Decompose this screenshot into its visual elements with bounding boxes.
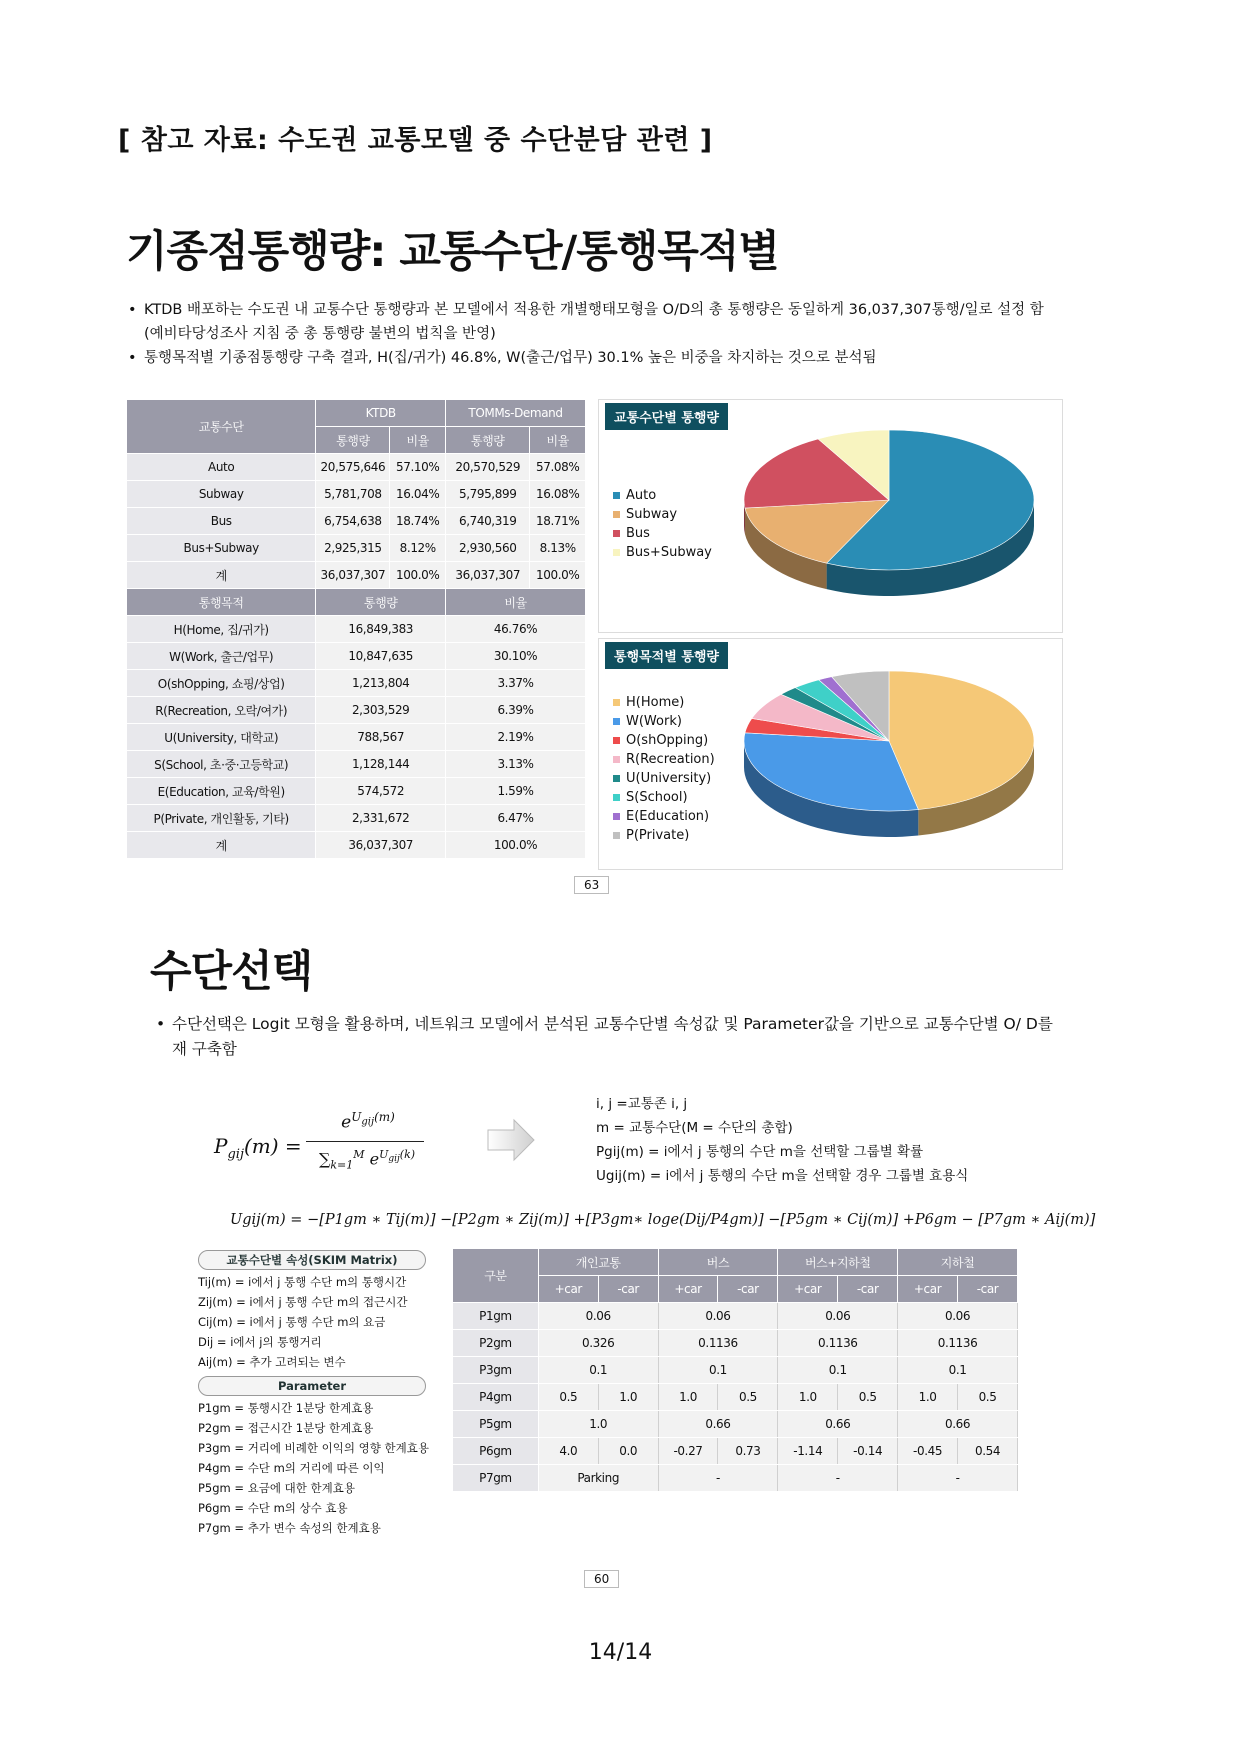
cell: 0.1 [898, 1357, 1018, 1384]
legend-label: Bus [626, 526, 650, 541]
skim-item: Cij(m) = i에서 j 통행 수단 m의 요금 [198, 1315, 386, 1329]
cell: 0.54 [958, 1438, 1018, 1465]
cell: 1,213,804 [316, 670, 446, 697]
reference-title: [ 참고 자료: 수도권 교통모델 중 수단분담 관련 ] [118, 125, 713, 156]
row-label: 계 [127, 562, 316, 589]
row-label: H(Home, 집/귀가) [127, 616, 316, 643]
mode-pie-chart [719, 420, 1059, 620]
legend-label: O(shOpping) [626, 733, 709, 748]
cell: 46.76% [446, 616, 586, 643]
row-label: Bus+Subway [127, 535, 316, 562]
cell: 0.326 [538, 1330, 658, 1357]
table-row [127, 670, 586, 697]
mode-chart-panel [598, 399, 1063, 633]
cell: 0.06 [538, 1303, 658, 1330]
cell: -0.45 [898, 1438, 958, 1465]
row-label: S(School, 초·중·고등학교) [127, 751, 316, 778]
legend-swatch [613, 832, 620, 839]
mode-chart-legend [613, 486, 712, 562]
cell: 1.0 [538, 1411, 658, 1438]
legend-swatch [613, 775, 620, 782]
legend-item [613, 524, 712, 543]
cell: 16.08% [530, 481, 586, 508]
legend-item [613, 807, 715, 826]
row-label: Bus [127, 508, 316, 535]
cell: 4.0 [538, 1438, 598, 1465]
legend-label: Subway [626, 507, 678, 522]
cell: 100.0% [446, 832, 586, 859]
cell: 788,567 [316, 724, 446, 751]
row-label: P7gm [453, 1465, 539, 1492]
header-div: 구분 [453, 1249, 539, 1303]
definition-item: Ugij(m) = i에서 j 통행의 수단 m을 선택할 경우 그룹별 효용식 [596, 1168, 969, 1184]
cell: 6,740,319 [446, 508, 530, 535]
cell: 30.10% [446, 643, 586, 670]
header-purpose: 통행목적 [127, 589, 316, 616]
cell: 18.71% [530, 508, 586, 535]
legend-item [613, 543, 712, 562]
legend-swatch [613, 756, 620, 763]
cell: 0.06 [778, 1303, 898, 1330]
cell: 3.13% [446, 751, 586, 778]
param-item: P5gm = 요금에 대한 한계효용 [198, 1481, 355, 1495]
cell: 2,331,672 [316, 805, 446, 832]
cell: 36,037,307 [316, 562, 390, 589]
legend-swatch [613, 530, 620, 537]
header-sub: -car [598, 1276, 658, 1303]
cell: 8.13% [530, 535, 586, 562]
section1-bullets [128, 298, 1068, 370]
cell: -0.14 [838, 1438, 898, 1465]
param-item: P4gm = 수단 m의 거리에 따른 이익 [198, 1461, 385, 1475]
bullet-item: • KTDB 배포하는 수도권 내 교통수단 통행량과 본 모델에서 적용한 개별행태모형을 O/D의 총 통행량은 동일하게 36,037,307통행/일로 설정 함 (예비타당성조사 지침 중 총 통행량 불변의 법칙을 반영) [128, 298, 1068, 346]
table-row [127, 643, 586, 670]
table-row [127, 508, 586, 535]
table-row [453, 1384, 1018, 1411]
row-label: P4gm [453, 1384, 539, 1411]
cell: 6,754,638 [316, 508, 390, 535]
purpose-chart-legend [613, 693, 715, 845]
table-row [127, 697, 586, 724]
param-item: P3gm = 거리에 비례한 이익의 영향 한계효용 [198, 1441, 429, 1455]
header-trips: 통행량 [316, 427, 390, 454]
cell: 0.06 [898, 1303, 1018, 1330]
skim-list [198, 1272, 407, 1372]
purpose-chart-title: 통행목적별 통행량 [605, 642, 728, 669]
legend-label: S(School) [626, 790, 688, 805]
table-row [453, 1465, 1018, 1492]
mode-chart-title: 교통수단별 통행량 [605, 403, 728, 430]
header-mode: 지하철 [898, 1249, 1018, 1276]
row-label: E(Education, 교육/학원) [127, 778, 316, 805]
legend-swatch [613, 718, 620, 725]
legend-item [613, 788, 715, 807]
row-label: P2gm [453, 1330, 539, 1357]
param-item: P2gm = 접근시간 1분당 한계효용 [198, 1421, 374, 1435]
bullet-item: • 통행목적별 기종점통행량 구축 결과, H(집/귀가) 46.8%, W(출근/업무) 30.1% 높은 비중을 차지하는 것으로 분석됨 [128, 346, 1068, 370]
section2-bullets [156, 1012, 1056, 1062]
header-sub: +car [898, 1276, 958, 1303]
header-sub: -car [838, 1276, 898, 1303]
header-trips: 통행량 [446, 427, 530, 454]
definition-item: m = 교통수단(M = 수단의 총합) [596, 1120, 793, 1136]
logit-denominator: $\sum_{k=1}^M$ $e^{U_{gij}(k)}$ [318, 1148, 416, 1172]
cell: 0.1 [658, 1357, 778, 1384]
cell: 5,795,899 [446, 481, 530, 508]
skim-item: Dij = i에서 j의 통행거리 [198, 1335, 322, 1349]
table-row [127, 751, 586, 778]
table-row [127, 805, 586, 832]
cell: 1.0 [778, 1384, 838, 1411]
cell: 1.0 [898, 1384, 958, 1411]
param-item: P6gm = 수단 m의 상수 효용 [198, 1501, 348, 1515]
cell: 0.1 [538, 1357, 658, 1384]
cell: 16,849,383 [316, 616, 446, 643]
row-label: P6gm [453, 1438, 539, 1465]
legend-label: W(Work) [626, 714, 682, 729]
cell: 100.0% [530, 562, 586, 589]
arrow-right-icon [486, 1118, 536, 1162]
header-ratio: 비율 [530, 427, 586, 454]
cell: 20,570,529 [446, 454, 530, 481]
parameter-list [198, 1398, 429, 1538]
legend-item [613, 731, 715, 750]
legend-label: Auto [626, 488, 657, 503]
bullet-item: • 수단선택은 Logit 모형을 활용하며, 네트워크 모델에서 분석된 교통수단별 속성값 및 Parameter값을 기반으로 교통수단별 O/ D를 재 구축함 [156, 1012, 1056, 1062]
logit-formula-lhs: $P_{gij}(m)$ = [214, 1134, 302, 1162]
cell: 1.0 [658, 1384, 718, 1411]
row-label: 계 [127, 832, 316, 859]
row-label: P5gm [453, 1411, 539, 1438]
header-mode: 버스 [658, 1249, 778, 1276]
cell: 0.06 [658, 1303, 778, 1330]
table-row [127, 562, 586, 589]
legend-label: E(Education) [626, 809, 710, 824]
cell: 10,847,635 [316, 643, 446, 670]
table-row [127, 481, 586, 508]
legend-swatch [613, 549, 620, 556]
legend-item [613, 712, 715, 731]
section2-title: 수단선택 [150, 947, 313, 997]
parameter-title: Parameter [198, 1376, 426, 1396]
param-item: P7gm = 추가 변수 속성의 한계효용 [198, 1521, 381, 1535]
cell: 8.12% [390, 535, 446, 562]
cell: 0.1 [778, 1357, 898, 1384]
legend-item [613, 769, 715, 788]
row-label: P(Private, 개인활동, 기타) [127, 805, 316, 832]
row-label: Auto [127, 454, 316, 481]
od-table [126, 399, 586, 859]
row-label: W(Work, 출근/업무) [127, 643, 316, 670]
table-row [127, 535, 586, 562]
cell: -1.14 [778, 1438, 838, 1465]
skim-item: Aij(m) = 추가 고려되는 변수 [198, 1355, 346, 1369]
cell: -0.27 [658, 1438, 718, 1465]
cell: 20,575,646 [316, 454, 390, 481]
definition-item: Pgij(m) = i에서 j 통행의 수단 m을 선택할 그룹별 확률 [596, 1144, 924, 1160]
legend-swatch [613, 511, 620, 518]
header-ktdb: KTDB [316, 400, 446, 427]
parameter-table [452, 1248, 1018, 1492]
cell: 57.08% [530, 454, 586, 481]
header-sub: +car [538, 1276, 598, 1303]
cell: 0.1136 [898, 1330, 1018, 1357]
legend-label: R(Recreation) [626, 752, 715, 767]
definition-item: i, j =교통존 i, j [596, 1096, 688, 1112]
cell: 100.0% [390, 562, 446, 589]
row-label: O(shOpping, 쇼핑/상업) [127, 670, 316, 697]
cell: 6.39% [446, 697, 586, 724]
legend-swatch [613, 737, 620, 744]
cell: 1,128,144 [316, 751, 446, 778]
legend-item [613, 486, 712, 505]
row-label: P1gm [453, 1303, 539, 1330]
cell: Parking [538, 1465, 658, 1492]
cell: 36,037,307 [316, 832, 446, 859]
row-label: P3gm [453, 1357, 539, 1384]
purpose-pie-chart [719, 661, 1059, 861]
cell: 0.5 [958, 1384, 1018, 1411]
fraction-bar [306, 1141, 424, 1142]
skim-item: Tij(m) = i에서 j 통행 수단 m의 통행시간 [198, 1275, 407, 1289]
header-mode: 개인교통 [538, 1249, 658, 1276]
cell: 0.66 [778, 1411, 898, 1438]
row-label: Subway [127, 481, 316, 508]
variable-definitions [596, 1092, 968, 1188]
table-row [453, 1438, 1018, 1465]
legend-swatch [613, 492, 620, 499]
header-sub: +car [778, 1276, 838, 1303]
legend-item [613, 505, 712, 524]
cell: 2,930,560 [446, 535, 530, 562]
skim-item: Zij(m) = i에서 j 통행 수단 m의 접근시간 [198, 1295, 408, 1309]
header-trips: 통행량 [316, 589, 446, 616]
table-row [453, 1357, 1018, 1384]
logit-numerator: $e^{U_{gij}(m)}$ [341, 1110, 395, 1133]
cell: 3.37% [446, 670, 586, 697]
header-ratio: 비율 [446, 589, 586, 616]
cell: 0.1136 [658, 1330, 778, 1357]
cell: 2,303,529 [316, 697, 446, 724]
cell: 574,572 [316, 778, 446, 805]
cell: 6.47% [446, 805, 586, 832]
header-mode: 버스+지하철 [778, 1249, 898, 1276]
param-item: P1gm = 통행시간 1분당 한계효용 [198, 1401, 374, 1415]
cell: 2.19% [446, 724, 586, 751]
cell: - [658, 1465, 778, 1492]
cell: 16.04% [390, 481, 446, 508]
header-sub: -car [718, 1276, 778, 1303]
row-label: R(Recreation, 오락/여가) [127, 697, 316, 724]
table-row [127, 778, 586, 805]
header-mode: 교통수단 [127, 400, 316, 454]
row-label: U(University, 대학교) [127, 724, 316, 751]
legend-swatch [613, 813, 620, 820]
header-tomms: TOMMs-Demand [446, 400, 586, 427]
purpose-chart-panel [598, 638, 1063, 870]
header-sub: +car [658, 1276, 718, 1303]
page-ref: 60 [584, 1570, 619, 1588]
page-ref: 63 [574, 876, 609, 894]
cell: 1.59% [446, 778, 586, 805]
table-row [127, 616, 586, 643]
skim-title: 교통수단별 속성(SKIM Matrix) [198, 1250, 426, 1270]
legend-item [613, 826, 715, 845]
header-ratio: 비율 [390, 427, 446, 454]
cell: 18.74% [390, 508, 446, 535]
cell: 0.5 [538, 1384, 598, 1411]
legend-label: P(Private) [626, 828, 690, 843]
legend-swatch [613, 794, 620, 801]
utility-formula: Ugij(m) = −[P1gm ∗ Tij(m)] −[P2gm ∗ Zij(m)] +[P3gm∗ loge(Dij/P4gm)] −[P5gm ∗ Cij(m)] +P6gm − [P7gm ∗ Aij(m)] [230, 1212, 1096, 1228]
cell: 2,925,315 [316, 535, 390, 562]
cell: 0.66 [898, 1411, 1018, 1438]
table-row [127, 454, 586, 481]
cell: 0.66 [658, 1411, 778, 1438]
header-sub: -car [958, 1276, 1018, 1303]
legend-label: Bus+Subway [626, 545, 712, 560]
cell: 0.5 [838, 1384, 898, 1411]
cell: 0.1136 [778, 1330, 898, 1357]
table-row [453, 1330, 1018, 1357]
table-row [453, 1411, 1018, 1438]
cell: 0.5 [718, 1384, 778, 1411]
table-row [453, 1303, 1018, 1330]
cell: 5,781,708 [316, 481, 390, 508]
cell: 0.73 [718, 1438, 778, 1465]
legend-label: H(Home) [626, 695, 685, 710]
cell: 0.0 [598, 1438, 658, 1465]
section1-title: 기종점통행량: 교통수단/통행목적별 [126, 227, 779, 277]
page-number: 14/14 [588, 1640, 653, 1665]
cell: - [778, 1465, 898, 1492]
legend-item [613, 750, 715, 769]
legend-label: U(University) [626, 771, 712, 786]
legend-swatch [613, 699, 620, 706]
legend-item [613, 693, 715, 712]
table-row [127, 832, 586, 859]
table-row [127, 724, 586, 751]
cell: 57.10% [390, 454, 446, 481]
cell: 36,037,307 [446, 562, 530, 589]
cell: 1.0 [598, 1384, 658, 1411]
cell: - [898, 1465, 1018, 1492]
